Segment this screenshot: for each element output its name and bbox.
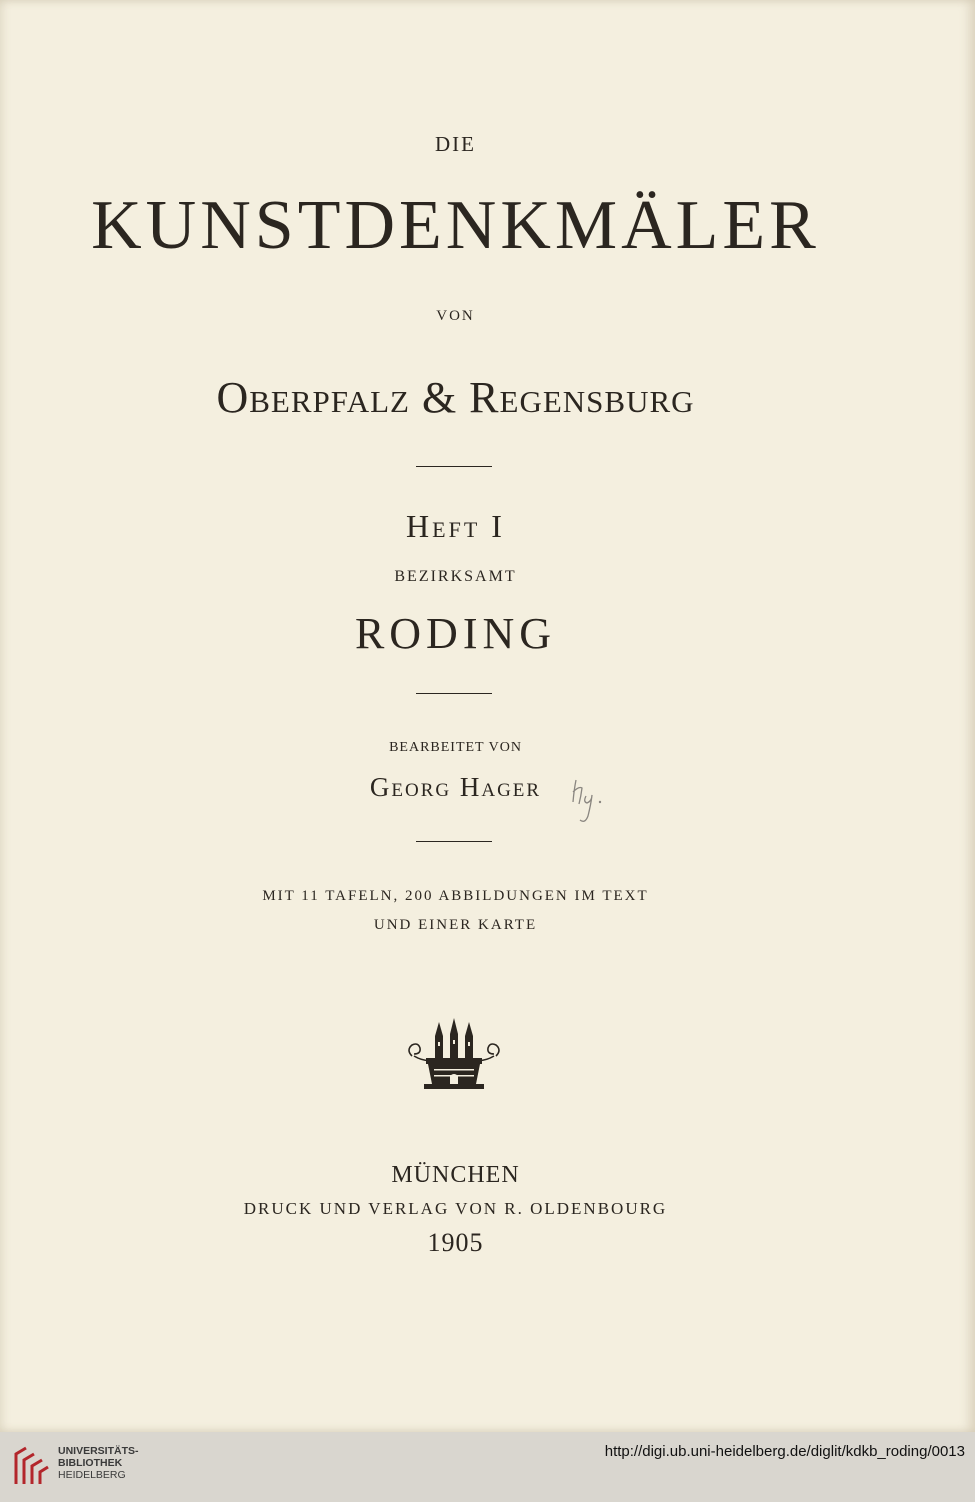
library-line-3: HEIDELBERG [58, 1469, 126, 1481]
source-url[interactable]: http://digi.ub.uni-heidelberg.de/diglit/kdkb_roding/0013 [604, 1443, 965, 1460]
main-title: KUNSTDENKMÄLER [91, 187, 820, 264]
library-line-2: BIBLIOTHEK [58, 1457, 123, 1469]
viewer-footer [0, 1432, 975, 1502]
divider-rule [416, 466, 492, 467]
castle-emblem-icon [404, 1014, 504, 1092]
publication-year: 1905 [427, 1228, 484, 1257]
divider-rule [416, 693, 492, 694]
author-name: Georg Hager [369, 772, 542, 802]
contents-line-2: UND EINER KARTE [373, 917, 538, 933]
title-von: VON [436, 308, 475, 324]
library-name [58, 1445, 139, 1481]
library-line-1: UNIVERSITÄTS- [58, 1445, 139, 1457]
title-die: DIE [435, 132, 476, 156]
district-title: RODING [354, 609, 557, 658]
edited-by-label: BEARBEITET VON [389, 740, 522, 755]
handwritten-annotation [570, 772, 622, 828]
divider-rule [416, 841, 492, 842]
contents-line-1: MIT 11 TAFELN, 200 ABBILDUNGEN IM TEXT [262, 888, 649, 904]
publisher-line: DRUCK UND VERLAG VON R. OLDENBOURG [243, 1199, 668, 1218]
publication-city: MÜNCHEN [391, 1162, 520, 1188]
library-logo-icon [12, 1444, 50, 1488]
volume-number: Heft I [406, 508, 505, 544]
bezirksamt-label: BEZIRKSAMT [394, 568, 517, 585]
region-title: Oberpfalz & Regensburg [216, 373, 695, 422]
